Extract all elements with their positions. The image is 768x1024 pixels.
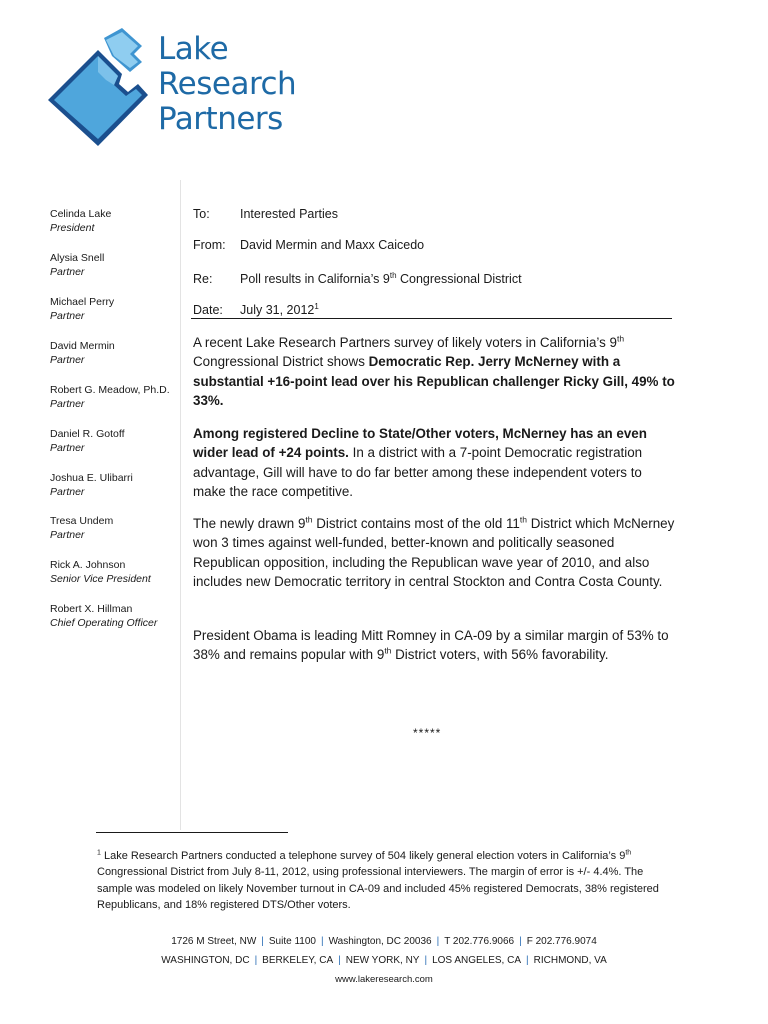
staff-title: Partner xyxy=(50,398,85,410)
paragraph-1-highlight: Democratic Rep. Jerry McNerney with a substantial +16-point lead over his Republican challenger Ricky Gill, 49% to 33%. xyxy=(193,354,675,409)
staff-title: Partner xyxy=(50,529,85,541)
staff-entry xyxy=(50,251,104,279)
staff-name: Robert X. Hillman xyxy=(50,603,133,615)
staff-entry xyxy=(50,383,170,411)
header-divider xyxy=(191,318,672,319)
from-value: David Mermin and Maxx Caicedo xyxy=(240,238,425,252)
staff-name: Rick A. Johnson xyxy=(50,559,126,571)
staff-name: David Mermin xyxy=(50,340,115,352)
paragraph-4: President Obama is leading Mitt Romney in CA-09 by a similar margin of 53% to 38% and remains popular with 9th District voters, with 56% favorability. xyxy=(193,628,669,663)
staff-entry xyxy=(50,295,114,323)
staff-name: Robert G. Meadow, Ph.D. xyxy=(50,384,170,396)
staff-title: President xyxy=(50,222,95,234)
staff-sidebar xyxy=(0,180,181,830)
staff-name: Tresa Undem xyxy=(50,515,114,527)
staff-entry xyxy=(50,427,125,455)
to-label: To: xyxy=(193,207,210,221)
staff-entry xyxy=(50,339,115,367)
paragraph-2-highlight: Among registered Decline to State/Other voters, McNerney has an even wider lead of +24 points. xyxy=(193,426,647,461)
staff-entry xyxy=(50,514,113,542)
company-logo xyxy=(46,28,336,158)
staff-name: Alysia Snell xyxy=(50,252,105,264)
letterhead-footer xyxy=(0,932,768,989)
staff-title: Partner xyxy=(50,442,85,454)
date-value: July 31, 2012$^1$ xyxy=(240,302,319,318)
staff-entry xyxy=(50,558,151,586)
staff-name: Daniel R. Gotoff xyxy=(50,428,125,440)
logo-line-1: Lake xyxy=(158,31,229,67)
puzzle-piece-icon xyxy=(46,28,166,158)
staff-entry xyxy=(50,471,133,499)
footnote-divider xyxy=(96,832,288,833)
staff-title: Partner xyxy=(50,354,85,366)
staff-title: Chief Operating Officer xyxy=(50,617,158,629)
staff-title: Partner xyxy=(50,266,85,278)
memo-date-row xyxy=(193,299,319,318)
staff-entry xyxy=(50,602,157,630)
footer-website-link[interactable]: www.lakeresearch.com xyxy=(335,974,433,985)
paragraph-1: A recent Lake Research Partners survey of likely voters in California’s 9th Congressional District shows Democratic Rep. Jerry McNerney with a substantial +16-point lead over his Republican challenger Ricky Gill, 49% to 33%. xyxy=(193,333,675,409)
to-value: Interested Parties xyxy=(240,207,338,221)
logo-line-3: Partners xyxy=(158,101,283,137)
footer-address-line: 1726 M Street, NW | Suite 1100 | Washington, DC 20036 | T 202.776.9066 | F 202.776.9074 xyxy=(171,936,597,947)
footer-offices-line: WASHINGTON, DC | BERKELEY, CA | NEW YORK, NY | LOS ANGELES, CA | RICHMOND, VA xyxy=(161,955,607,966)
staff-name: Celinda Lake xyxy=(50,208,112,220)
date-label: Date: xyxy=(193,303,223,318)
staff-entry xyxy=(50,207,111,235)
staff-title: Partner xyxy=(50,486,85,498)
memo-from-row xyxy=(193,237,424,253)
memo-re-row xyxy=(193,268,522,287)
staff-name: Michael Perry xyxy=(50,296,115,308)
logo-line-2: Research xyxy=(158,66,297,102)
section-stars: ***** xyxy=(413,726,442,740)
memo-to-row xyxy=(193,206,338,222)
re-label: Re: xyxy=(193,272,213,287)
re-value: Poll results in California’s 9th Congressional District xyxy=(240,271,522,287)
from-label: From: xyxy=(193,238,226,252)
paragraph-3: The newly drawn 9th District contains most of the old 11th District which McNerney won 3 times against well-funded, better-known and politically seasoned Republican opposition, including the Republican wave year of 2010, and also includes new Democratic territory in central Stockton and Contra Costa County. xyxy=(193,514,675,590)
footnote: $^1$ Lake Research Partners conducted a telephone survey of 504 likely general election voters in California’s 9th Congressional District from July 8-11, 2012, using professional interviewers. The margin of error is +/- 4.4%. The sample was modeled on likely November turnout in CA-09 and included 45% registered Democrats, 38% registered Republicans, and 18% registered DTS/Other voters. xyxy=(97,849,659,912)
staff-title: Partner xyxy=(50,310,85,322)
paragraph-2: Among registered Decline to State/Other voters, McNerney has an even wider lead of +24 points. In a district with a 7-point Democratic registration advantage, Gill will have to do far better among these independent voters to make the race competitive. xyxy=(193,426,647,500)
staff-title: Senior Vice President xyxy=(50,573,151,585)
staff-name: Joshua E. Ulibarri xyxy=(50,472,133,484)
